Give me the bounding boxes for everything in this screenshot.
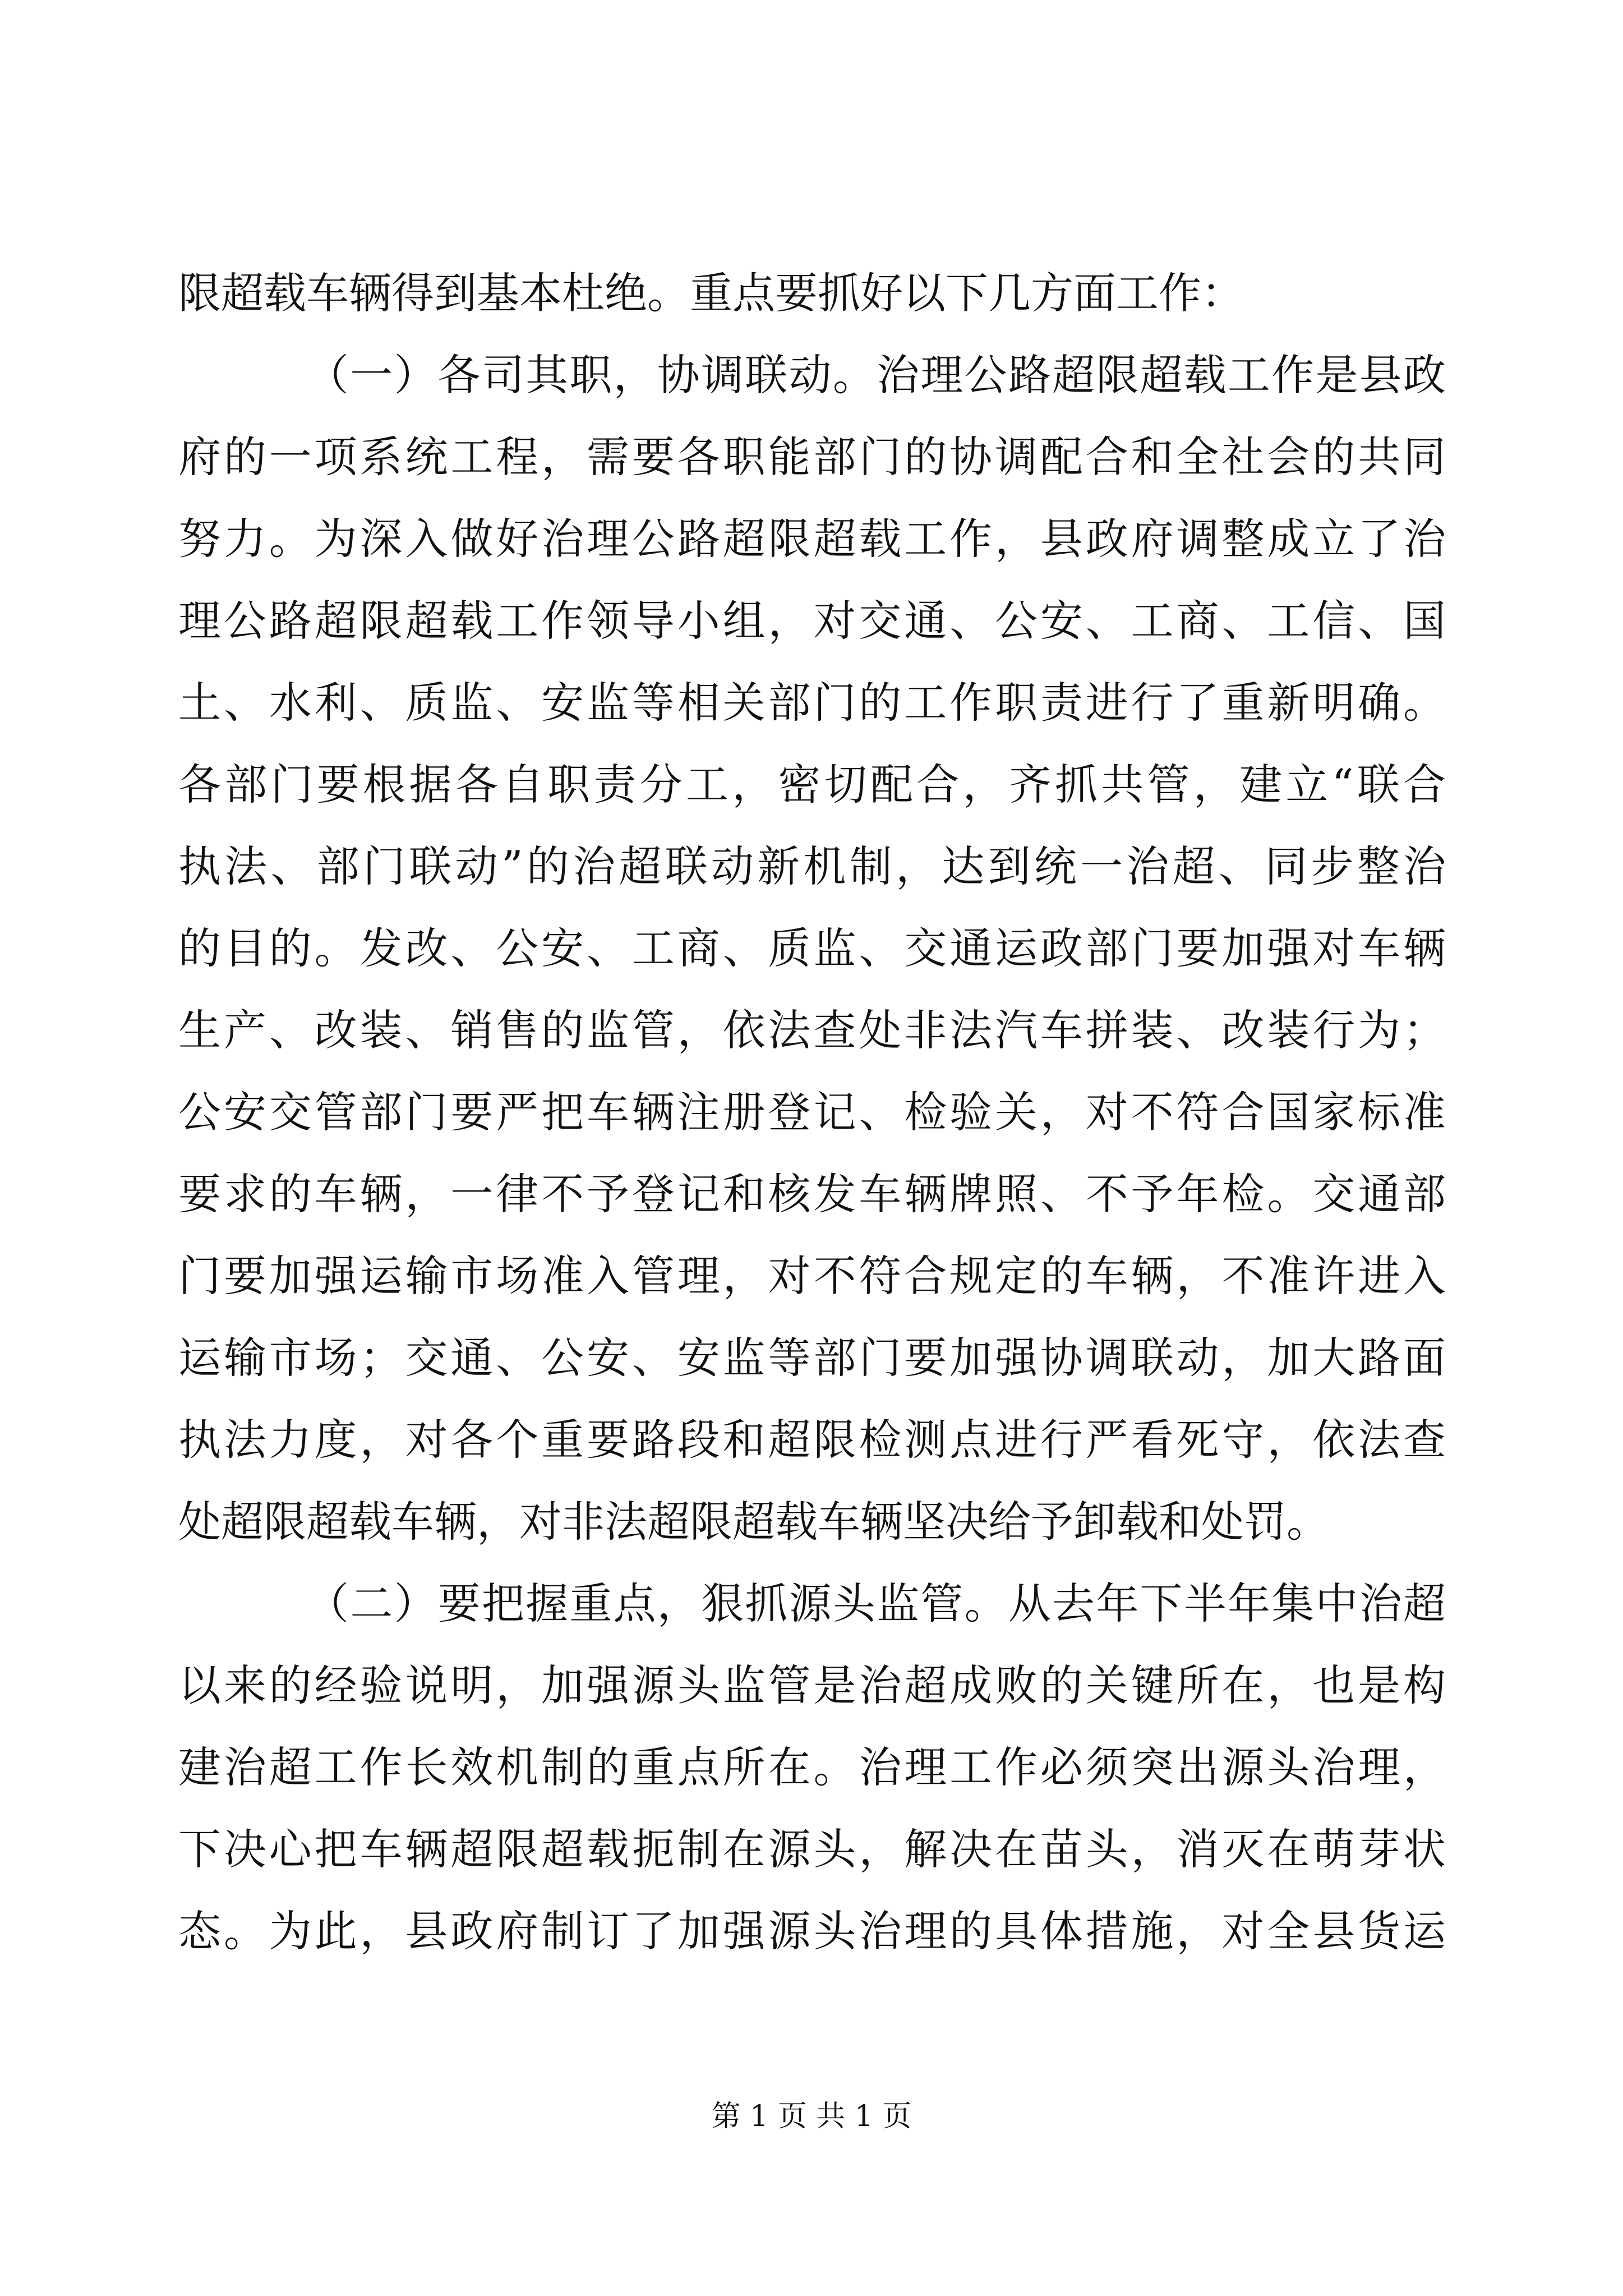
text-line: 以来的经验说明，加强源头监管是治超成败的关键所在，也是构 <box>178 1660 1446 1710</box>
text-line: 土、水利、质监、安监等相关部门的工作职责进行了重新明确。 <box>178 678 1446 728</box>
text-line: 门要加强运输市场准入管理，对不符合规定的车辆，不准许进入 <box>178 1251 1446 1301</box>
text-line: 限超载车辆得到基本杜绝。重点要抓好以下几方面工作： <box>178 268 1244 318</box>
paragraph-first-line: （一）各司其职，协调联动。治理公路超限超载工作是县政 <box>306 350 1446 400</box>
text-line: 执法、部门联动”的治超联动新机制，达到统一治超、同步整治 <box>178 841 1446 891</box>
text-line: 公安交管部门要严把车辆注册登记、检验关，对不符合国家标准 <box>178 1087 1446 1137</box>
text-line: 努力。为深入做好治理公路超限超载工作，县政府调整成立了治 <box>178 514 1446 564</box>
text-line: 态。为此，县政府制订了加强源头治理的具体措施，对全县货运 <box>178 1906 1446 1956</box>
text-line: 理公路超限超载工作领导小组，对交通、公安、工商、工信、国 <box>178 596 1446 646</box>
document-body <box>178 252 1446 1972</box>
text-line: 执法力度，对各个重要路段和超限检测点进行严看死守，依法查 <box>178 1415 1446 1465</box>
text-line: 要求的车辆，一律不予登记和核发车辆牌照、不予年检。交通部 <box>178 1169 1446 1219</box>
text-line: 各部门要根据各自职责分工，密切配合，齐抓共管，建立“联合 <box>178 760 1446 809</box>
text-line: 下决心把车辆超限超载扼制在源头，解决在苗头，消灭在萌芽状 <box>178 1824 1446 1874</box>
text-line: 府的一项系统工程，需要各职能部门的协调配合和全社会的共同 <box>178 432 1446 482</box>
text-line: 的目的。发改、公安、工商、质监、交通运政部门要加强对车辆 <box>178 923 1446 973</box>
paragraph-first-line: （二）要把握重点，狠抓源头监管。从去年下半年集中治超 <box>306 1579 1446 1628</box>
page-number-footer: 第 1 页 共 1 页 <box>711 2100 912 2133</box>
text-line: 建治超工作长效机制的重点所在。治理工作必须突出源头治理， <box>178 1742 1446 1792</box>
text-line: 运输市场；交通、公安、安监等部门要加强协调联动，加大路面 <box>178 1333 1446 1383</box>
text-line: 处超限超载车辆，对非法超限超载车辆坚决给予卸载和处罚。 <box>178 1497 1329 1547</box>
text-line: 生产、改装、销售的监管，依法查处非法汽车拼装、改装行为； <box>178 1005 1446 1055</box>
